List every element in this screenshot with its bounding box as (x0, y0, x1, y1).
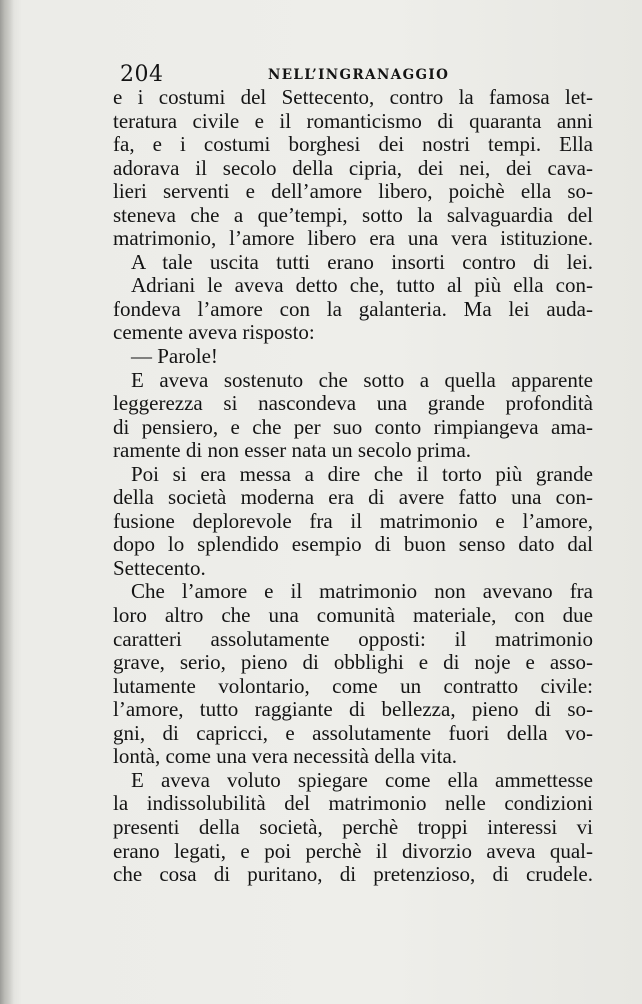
text-line: teratura civile e il romanticismo di quaranta anni (113, 108, 593, 133)
text-line: dopo lo splendido esempio di buon senso dato dal (113, 532, 593, 557)
text-line: di pensiero, e che per suo conto rimpiangeva ama- (113, 414, 593, 439)
page-spine-shadow (0, 0, 14, 1004)
text-line: leggerezza si nascondeva una grande profondità (113, 391, 593, 416)
text-line: l’amore, tutto raggiante di bellezza, pieno di so- (113, 697, 593, 722)
text-line: loro altro che una comunità materiale, con due (113, 603, 593, 628)
text-line: cemente aveva risposto: (113, 320, 315, 345)
text-line: grave, serio, pieno di obblighi e di noje e asso- (113, 650, 593, 675)
text-line: adorava il secolo della cipria, dei nei, dei cava- (113, 155, 593, 180)
text-line: e i costumi del Settecento, contro la famosa let- (113, 85, 593, 109)
running-head: NELL’INGRANAGGIO (268, 67, 450, 83)
text-line: ramente di non esser nata un secolo prima. (113, 438, 472, 463)
text-line: che cosa di puritano, di pretenzioso, di crudele. (113, 862, 593, 887)
body-text (113, 86, 593, 887)
text-line: E aveva voluto spiegare come ella ammettesse (131, 767, 593, 792)
text-line: steneva che a que’tempi, sotto la salvaguardia del (113, 202, 593, 227)
text-line: fa, e i costumi borghesi dei nostri tempi. Ella (113, 132, 593, 157)
text-line: E aveva sostenuto che sotto a quella apparente (131, 367, 593, 392)
text-line: fondeva l’amore con la galanteria. Ma lei auda- (113, 296, 593, 321)
text-line: la indissolubilità del matrimonio nelle condizioni (113, 791, 593, 816)
text-line: caratteri assolutamente opposti: il matrimonio (113, 626, 593, 651)
text-line: lieri serventi e dell’amore libero, poichè ella so- (113, 179, 593, 204)
text-line: erano legati, e poi perchè il divorzio aveva qual- (113, 838, 593, 863)
page-number: 204 (120, 62, 164, 87)
text-line: — Parole! (131, 344, 218, 369)
text-line: fusione deplorevole fra il matrimonio e l’amore, (113, 508, 593, 533)
text-line: Che l’amore e il matrimonio non avevano fra (131, 579, 593, 604)
text-line: presenti della società, perchè troppi interessi vi (113, 814, 593, 839)
text-line: lontà, come una vera necessità della vita. (113, 744, 458, 769)
text-line: Adriani le aveva detto che, tutto al più ella con- (131, 273, 593, 298)
text-line: A tale uscita tutti erano insorti contro di lei. (131, 249, 593, 274)
text-line: della società moderna era di avere fatto una con- (113, 485, 593, 510)
text-line: Settecento. (113, 555, 206, 580)
text-line: Poi si era messa a dire che il torto più grande (131, 461, 593, 486)
text-line: gni, di capricci, e assolutamente fuori della vo- (113, 720, 593, 745)
text-line: matrimonio, l’amore libero era una vera istituzione. (113, 226, 593, 251)
text-line: lutamente volontario, come un contratto civile: (113, 673, 593, 698)
